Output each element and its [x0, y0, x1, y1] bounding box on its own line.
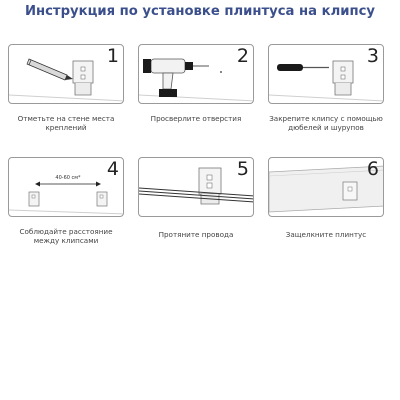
step-3-caption	[261, 114, 391, 132]
step-4-panel	[8, 157, 124, 217]
step-6-caption	[261, 230, 391, 239]
step-5-caption	[131, 230, 261, 239]
step-1-panel	[8, 44, 124, 104]
page-title: Инструкция по установке плинтуса на клипсу	[24, 4, 376, 19]
wires-icon	[139, 188, 254, 202]
clip-left-icon	[29, 192, 39, 206]
caption-line: креплений	[45, 123, 87, 132]
caption-line: Просверлите отверстия	[150, 114, 242, 123]
step-number: 1	[106, 45, 119, 67]
step-number: 2	[236, 45, 249, 67]
dimension-label: 40-60 см*	[55, 175, 81, 181]
step-3-panel	[268, 44, 384, 104]
screwdriver-icon	[277, 64, 329, 71]
step-4-caption	[1, 227, 131, 245]
drill-icon	[143, 59, 209, 97]
caption-line: Отметьте на стене места	[17, 114, 115, 123]
caption-line: Защелкните плинтус	[285, 230, 367, 239]
caption-line: между клипсами	[33, 236, 99, 245]
step-number: 3	[366, 45, 379, 67]
caption-line: Протяните провода	[158, 230, 234, 239]
caption-line: Соблюдайте расстояние	[19, 227, 113, 236]
clip-icon	[343, 182, 357, 200]
clip-icon	[73, 61, 93, 95]
step-number: 5	[236, 158, 249, 180]
step-6-panel	[268, 157, 384, 217]
step-number: 4	[106, 158, 119, 180]
dimension-arrow	[35, 182, 101, 187]
step-1-caption	[1, 114, 131, 132]
step-2-caption	[131, 114, 261, 123]
step-number: 6	[366, 158, 379, 180]
step-5-panel	[138, 157, 254, 217]
clip-right-icon	[97, 192, 107, 206]
step-2-panel	[138, 44, 254, 104]
caption-line: Закрепите клипсу с помощью	[269, 114, 383, 123]
clip-icon	[333, 61, 353, 95]
pencil-icon	[27, 59, 73, 80]
caption-line: дюбелей и шурупов	[288, 123, 364, 132]
